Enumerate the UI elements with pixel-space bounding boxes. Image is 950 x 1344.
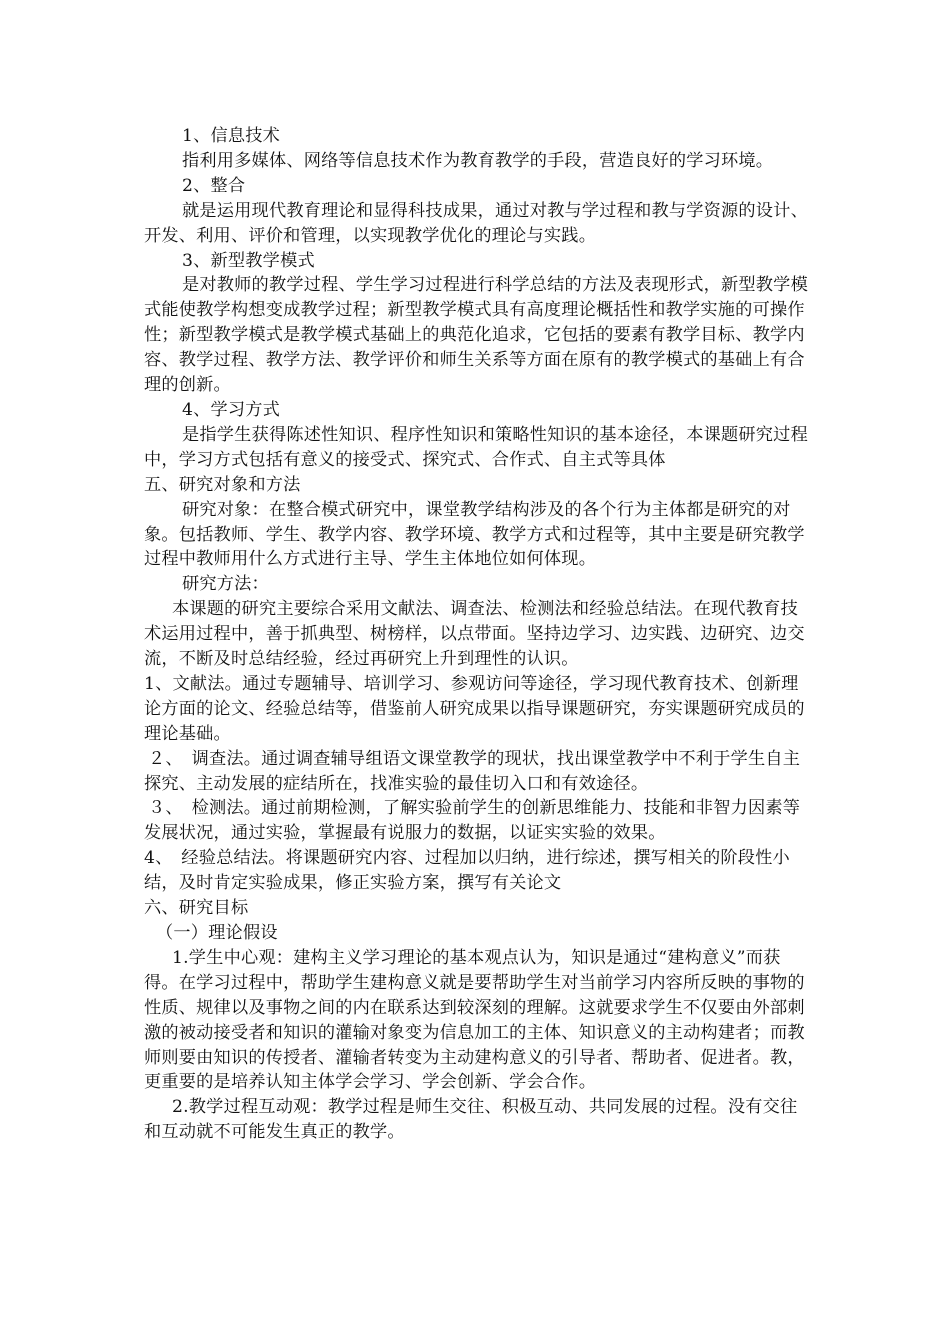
section-heading: 五、研究对象和方法 xyxy=(144,474,301,495)
paragraph: ２、 调查法。通过调查辅导组语文课堂教学的现状，找出课堂教学中不利于学生自主探究、主动发展的症结所在，找准实验的最佳切入口和有效途径。 xyxy=(144,748,801,794)
paragraph: 1、信息技术 xyxy=(182,126,281,146)
paragraph: 本课题的研究主要综合采用文献法、调查法、检测法和经验总结法。在现代教育技术运用过程中，善于抓典型、树榜样，以点带面。坚持边学习、边实践、边研究、边交流，不断及时总结经验，经过再研究上升到理性的认识。 xyxy=(144,599,805,670)
paragraph: 研究对象：在整合模式研究中，课堂教学结构涉及的各个行为主体都是研究的对象。包括教师、学生、教学内容、教学环境、教学方式和过程等，其中主要是研究教学过程中教师用什么方式进行主导、学生主体地位如何体现。 xyxy=(144,499,805,570)
paragraph: 指利用多媒体、网络等信息技术作为教育教学的手段，营造良好的学习环境。 xyxy=(182,150,774,171)
paragraph: 研究方法： xyxy=(182,574,269,595)
paragraph: 2、整合 xyxy=(182,175,246,196)
paragraph: 4、学习方式 xyxy=(182,399,281,420)
paragraph: 1、文献法。通过专题辅导、培训学习、参观访问等途径，学习现代教育技术、创新理论方面的论文、经验总结等，借鉴前人研究成果以指导课题研究，夯实课题研究成员的理论基础。 xyxy=(144,673,805,744)
paragraph: ３、 检测法。通过前期检测，了解实验前学生的创新思维能力、技能和非智力因素等发展状况，通过实验，掌握最有说服力的数据，以证实实验的效果。 xyxy=(144,798,801,844)
document-body xyxy=(144,124,810,1145)
paragraph: 3、新型教学模式 xyxy=(182,250,315,271)
paragraph: 4、 经验总结法。将课题研究内容、过程加以归纳，进行综述，撰写相关的阶段性小结，及时肯定实验成果，修正实验方案，撰写有关论文 xyxy=(144,848,790,894)
paragraph: 是指学生获得陈述性知识、程序性知识和策略性知识的基本途径，本课题研究过程中，学习方式包括有意义的接受式、探究式、合作式、自主式等具体 xyxy=(144,424,808,470)
paragraph: 1.学生中心观：建构主义学习理论的基本观点认为，知识是通过“建构意义”而获得。在学习过程中，帮助学生建构意义就是要帮助学生对当前学习内容所反映的事物的性质、规律以及事物之间的内在联系达到较深刻的理解。这就要求学生不仅要由外部刺激的被动接受者和知识的灌输对象变为信息加工的主体、知识意义的主动构建者；而教师则要由知识的传授者、灌输者转变为主动建构意义的引导者、帮助者、促进者。教，更重要的是培养认知主体学会学习、学会创新、学会合作。 xyxy=(144,947,805,1093)
paragraph: 就是运用现代教育理论和显得科技成果，通过对教与学过程和教与学资源的设计、开发、利用、评价和管理，以实现教学优化的理论与实践。 xyxy=(144,200,808,246)
paragraph: 是对教师的教学过程、学生学习过程进行科学总结的方法及表现形式，新型教学模式能使教学构想变成教学过程；新型教学模式具有高度理论概括性和教学实施的可操作性；新型教学模式是教学模式基础上的典范化追求，它包括的要素有教学目标、教学内容、教学过程、教学方法、教学评价和师生关系等方面在原有的教学模式的基础上有合理的创新。 xyxy=(144,275,808,396)
paragraph: 2.教学过程互动观：教学过程是师生交往、积极互动、共同发展的过程。没有交往和互动就不可能发生真正的教学。 xyxy=(144,1097,798,1143)
subsection-heading: （一）理论假设 xyxy=(156,923,278,943)
section-heading: 六、研究目标 xyxy=(144,898,249,919)
